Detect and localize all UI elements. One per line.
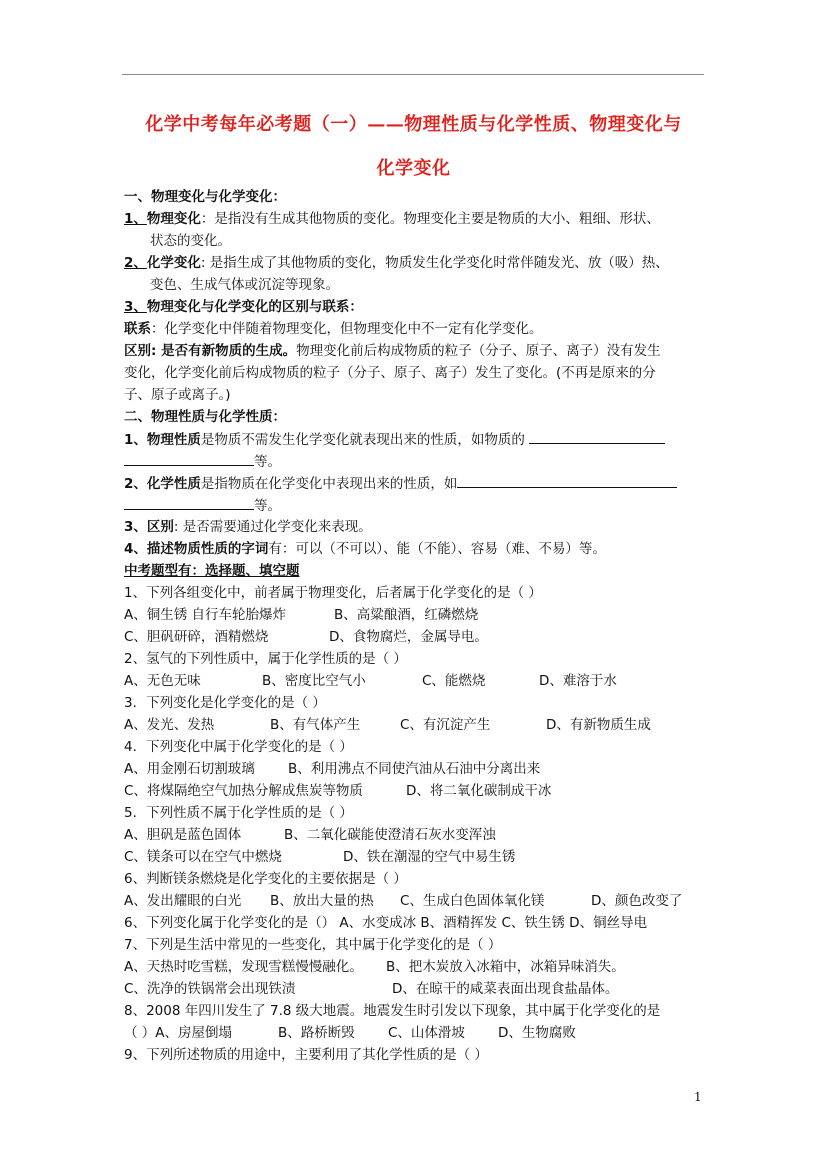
q1-options-row-1 [124, 605, 714, 625]
option-b[interactable]: B、放出大量的热 [270, 893, 374, 909]
q1-stem: 1、下列各组变化中，前者属于物理变化，后者属于化学变化的是（ ） [124, 585, 542, 601]
item-1-1-cont: 状态的变化。 [150, 233, 231, 249]
q7-options-row-2 [124, 979, 714, 999]
prop-3 [124, 517, 714, 537]
header-rule [122, 74, 704, 75]
diff-label: 区别: 是否有新物质的生成。 [124, 343, 297, 359]
option-d[interactable]: D、食物腐烂，金属导电。 [329, 629, 488, 645]
section-2-heading: 二、物理性质与化学性质： [124, 409, 286, 425]
item-number: 3、 [124, 519, 147, 535]
option-c[interactable]: C、山体滑坡 [388, 1025, 465, 1041]
option-c[interactable]: C、洗净的铁锅常会出现铁渍 [124, 981, 296, 997]
q4-options-row-2 [124, 781, 714, 801]
link-line [124, 319, 714, 339]
item-text: 是指物质在化学变化中表现出来的性质，如 [200, 476, 458, 492]
q8-stem: 8、2008 年四川发生了 7.8 级大地震。地震发生时引发以下现象，其中属于化学变化的是 [124, 1003, 661, 1019]
q6b-stem: 6、下列变化属于化学变化的是（） A、水变成冰 B、酒精挥发 C、铁生锈 D、铜丝导电 [124, 915, 648, 931]
option-c[interactable]: C、将煤隔绝空气加热分解成焦炭等物质 [124, 783, 363, 799]
item-text: 物理变化与化学变化的区别与联系： [146, 299, 363, 315]
option-a[interactable]: A、无色无味 [124, 673, 201, 689]
prop-4 [124, 539, 714, 559]
prop-1 [124, 429, 714, 450]
prop-2-cont [124, 495, 714, 516]
page-number: 1 [694, 1090, 702, 1104]
option-b[interactable]: B、有气体产生 [270, 717, 361, 733]
option-d[interactable]: D、在晾干的咸菜表面出现食盐晶体。 [392, 981, 619, 997]
item-1-3 [124, 297, 714, 317]
option-b[interactable]: B、高粱酿酒，红磷燃烧 [334, 607, 479, 623]
diff-cont-2: 子、原子或离子。) [124, 387, 231, 403]
answer-blank[interactable] [124, 495, 254, 510]
item-text: ：是指没有生成其他物质的变化。物理变化主要是物质的大小、粗细、形状、 [200, 211, 660, 227]
option-d[interactable]: D、将二氧化碳制成干冰 [406, 783, 552, 799]
item-end: 等。 [254, 454, 281, 470]
diff-text: 物理变化前后构成物质的粒子（分子、原子、离子）没有发生 [296, 343, 661, 359]
option-d[interactable]: D、颜色改变了 [591, 893, 683, 909]
title-line-2: 化学变化 [376, 158, 451, 179]
item-1-1 [124, 209, 714, 229]
option-d[interactable]: D、生物腐败 [498, 1025, 576, 1041]
option-d[interactable]: D、铁在潮湿的空气中易生锈 [343, 849, 516, 865]
option-c[interactable]: C、有沉淀产生 [400, 717, 491, 733]
item-text: 有：可以（不可以）、能（不能）、容易（难、不易）等。 [268, 541, 606, 557]
q8-options-row-1 [124, 1023, 714, 1043]
option-a[interactable]: A、用金刚石切割玻璃 [124, 761, 255, 777]
q5-options-row-2 [124, 847, 714, 867]
answer-blank[interactable] [529, 429, 665, 444]
option-c[interactable]: C、能燃烧 [422, 673, 486, 689]
item-1-2-cont: 变色、生成气体或沉淀等现象。 [150, 277, 339, 293]
item-label: 化学变化 [146, 255, 201, 271]
q7-options-row-1 [124, 957, 714, 977]
q2-stem: 2、氢气的下列性质中，属于化学性质的是（ ） [124, 651, 407, 667]
item-label: 描述物质性质的字词 [146, 541, 269, 557]
item-label: 物理变化 [146, 211, 201, 227]
option-a[interactable]: A、胆矾是蓝色固体 [124, 827, 242, 843]
diff-cont-1: 变化，化学变化前后构成物质的粒子（分子、原子、离子）发生了变化。(不再是原来的分 [124, 365, 656, 381]
link-label: 联系 [124, 321, 151, 337]
item-end: 等。 [254, 498, 281, 514]
item-number: 1、 [124, 432, 147, 448]
option-c[interactable]: C、镁条可以在空气中燃烧 [124, 849, 282, 865]
q7-stem: 7、下列是生活中常见的一些变化，其中属于化学变化的是（ ） [124, 937, 502, 953]
option-d[interactable]: D、难溶于水 [539, 673, 617, 689]
q4-options-row-1 [124, 759, 714, 779]
item-1-2 [124, 253, 714, 273]
option-b[interactable]: B、密度比空气小 [262, 673, 366, 689]
option-b[interactable]: B、利用沸点不同使汽油从石油中分离出来 [288, 761, 541, 777]
q5-options-row-1 [124, 825, 714, 845]
link-text: ：化学变化中伴随着物理变化，但物理变化中不一定有化学变化。 [151, 321, 543, 337]
q3-options-row-1 [124, 715, 714, 735]
item-label: 化学性质 [146, 476, 201, 492]
section-1-heading: 一、物理变化与化学变化： [124, 189, 286, 205]
option-c[interactable]: C、胆矾研碎，酒精燃烧 [124, 629, 269, 645]
option-a[interactable]: A、发光、发热 [124, 717, 215, 733]
item-number: 4、 [124, 541, 147, 557]
title-line-1: 化学中考每年必考题（一）——物理性质与化学性质、物理变化与 [145, 114, 682, 135]
answer-blank[interactable] [457, 473, 677, 488]
prop-2 [124, 473, 714, 494]
item-label: 区别 [146, 519, 174, 535]
answer-blank[interactable] [124, 451, 254, 466]
option-c[interactable]: C、生成白色固体氧化镁 [400, 893, 545, 909]
option-b[interactable]: B、把木炭放入冰箱中，冰箱异味消失。 [386, 959, 625, 975]
q6-stem: 6、判断镁条燃烧是化学变化的主要依据是（ ） [124, 871, 407, 887]
option-b[interactable]: B、二氧化碳能使澄清石灰水变浑浊 [284, 827, 496, 843]
item-number: 2、 [124, 255, 147, 271]
item-text: : 是指生成了其他物质的变化，物质发生化学变化时常伴随发光、放（吸）热、 [200, 255, 669, 271]
prop-1-cont [124, 451, 714, 472]
item-label: 物理性质 [146, 432, 201, 448]
exam-type: 中考题型有：选择题、填空题 [124, 563, 300, 579]
option-b[interactable]: B、路桥断毁 [278, 1025, 355, 1041]
q2-options-row-1 [124, 671, 714, 691]
q1-options-row-2 [124, 627, 714, 647]
item-text: 是物质不需发生化学变化就表现出来的性质，如物质的 [200, 432, 525, 448]
option-a[interactable]: A、发出耀眼的白光 [124, 893, 242, 909]
option-a[interactable]: A、铜生锈 自行车轮胎爆炸 [124, 607, 287, 623]
q3-stem: 3．下列变化是化学变化的是（ ） [124, 695, 326, 711]
q6-options-row-1 [124, 891, 714, 911]
option-a[interactable]: A、天热时吃雪糕，发现雪糕慢慢融化。 [124, 959, 363, 975]
item-text: : 是否需要通过化学变化来表现。 [173, 519, 372, 535]
diff-line [124, 341, 714, 361]
item-number: 3、 [124, 299, 147, 315]
option-a[interactable]: （ ）A、房屋倒塌 [124, 1025, 233, 1041]
item-number: 1、 [124, 211, 147, 227]
q5-stem: 5．下列性质不属于化学性质的是（ ） [124, 805, 353, 821]
item-number: 2、 [124, 476, 147, 492]
option-d[interactable]: D、有新物质生成 [546, 717, 651, 733]
q4-stem: 4．下列变化中属于化学变化的是（ ） [124, 739, 353, 755]
q9-stem: 9、下列所述物质的用途中，主要利用了其化学性质的是（ ） [124, 1047, 488, 1063]
